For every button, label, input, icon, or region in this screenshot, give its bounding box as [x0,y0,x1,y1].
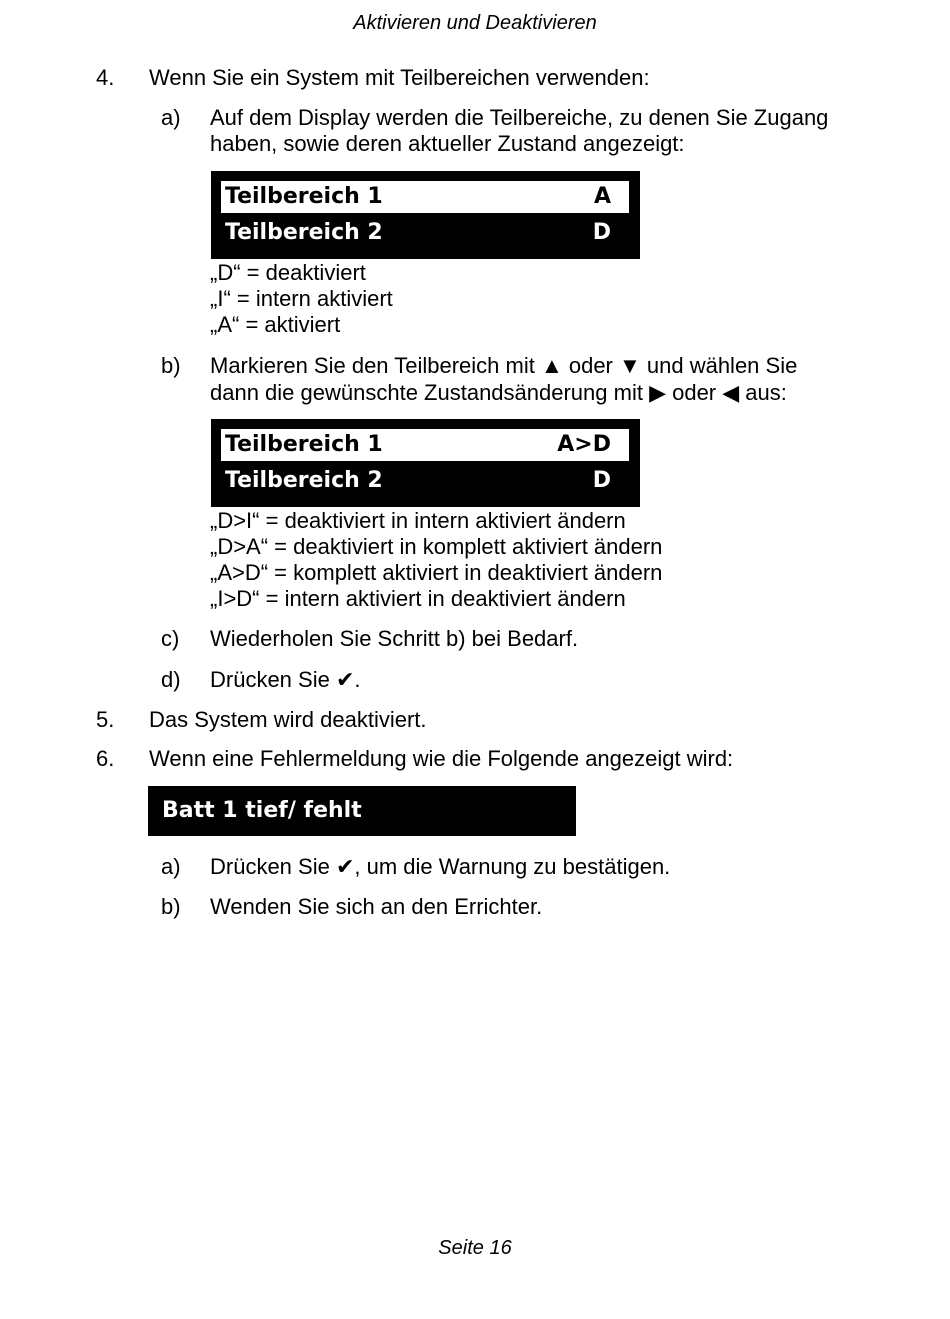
lcd-row-label: Teilbereich 2 [225,468,383,493]
substep-label: a) [161,854,181,879]
substep-label: a) [161,105,181,130]
step-text: Wenn Sie ein System mit Teilbereichen verwenden: [149,65,650,90]
legend-item: „I“ = intern aktiviert [210,286,393,311]
step-number: 5. [96,707,115,732]
lcd-display [211,419,640,507]
legend-item: „A>D“ = komplett aktiviert in deaktiviert ändern [210,560,663,585]
substep-text: Wiederholen Sie Schritt b) bei Bedarf. [210,626,579,651]
step-text: Das System wird deaktiviert. [149,707,427,732]
legend-list [210,508,662,612]
error-message: Batt 1 tief/ fehlt [162,798,362,823]
legend-item: „I>D“ = intern aktiviert in deaktiviert ändern [210,586,626,611]
legend-item: „D>A“ = deaktiviert in komplett aktiviert ändern [210,534,663,559]
lcd-row [221,465,629,497]
legend-list [210,260,393,338]
step-number: 6. [96,746,115,771]
substep-text-line: Auf dem Display werden die Teilbereiche, zu denen Sie Zugang [210,105,829,130]
lcd-display [211,171,640,259]
substep-label: b) [161,894,181,919]
lcd-row-label: Teilbereich 1 [225,184,383,209]
legend-item: „D“ = deaktiviert [210,260,366,285]
legend-item: „D>I“ = deaktiviert in intern aktiviert ändern [210,508,626,533]
lcd-row [221,217,629,249]
page-footer: Seite 16 [438,1237,512,1259]
lcd-row-label: Teilbereich 1 [225,432,383,457]
substep-text-line: dann die gewünschte Zustandsänderung mit ▶ oder ◀ aus: [210,380,787,405]
substep-label: d) [161,667,181,692]
step-text: Wenn eine Fehlermeldung wie die Folgende angezeigt wird: [149,746,734,771]
substep-label: c) [161,626,180,651]
lcd-row-value: A [593,184,611,209]
substep-text-line: Markieren Sie den Teilbereich mit ▲ oder ▼ und wählen Sie [210,353,798,378]
substep-label: b) [161,353,181,378]
substep-text: Drücken Sie ✔. [210,667,361,692]
page-header: Aktivieren und Deaktivieren [353,12,597,34]
lcd-row-value: A>D [557,432,611,457]
lcd-row-selected [221,181,629,213]
substep-text-line: haben, sowie deren aktueller Zustand angezeigt: [210,131,685,156]
substep-text: Drücken Sie ✔, um die Warnung zu bestätigen. [210,854,671,879]
error-display [148,786,576,836]
lcd-row-selected [221,429,629,461]
step-number: 4. [96,65,115,90]
lcd-row-value: D [592,220,611,245]
lcd-row-label: Teilbereich 2 [225,220,383,245]
lcd-row-value: D [592,468,611,493]
legend-item: „A“ = aktiviert [210,312,341,337]
substep-text: Wenden Sie sich an den Errichter. [210,894,543,919]
